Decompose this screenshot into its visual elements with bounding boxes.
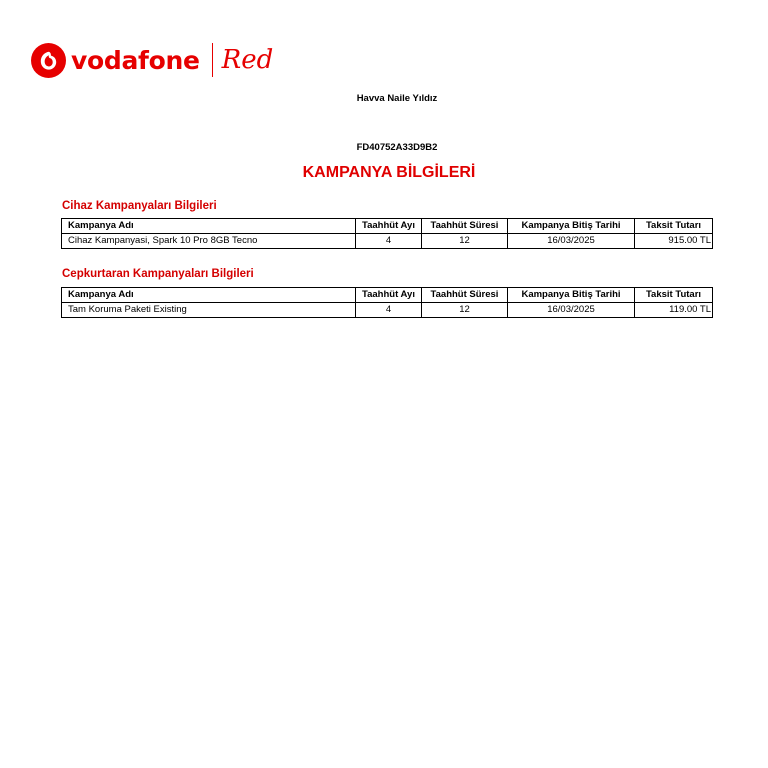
cell-commitment-duration: 12 bbox=[422, 234, 508, 249]
cell-commitment-duration: 12 bbox=[422, 303, 508, 318]
cell-commitment-month: 4 bbox=[356, 234, 422, 249]
column-header-installment-amount: Taksit Tutarı bbox=[635, 288, 713, 303]
table-row bbox=[62, 234, 713, 249]
column-header-commitment-duration: Taahhüt Süresi bbox=[422, 288, 508, 303]
cell-commitment-month: 4 bbox=[356, 303, 422, 318]
cell-campaign-end-date: 16/03/2025 bbox=[508, 234, 635, 249]
customer-name: Havva Naile Yıldız bbox=[356, 93, 438, 104]
document-code: FD40752A33D9B2 bbox=[356, 142, 438, 153]
vodafone-wordmark: vodafone bbox=[71, 45, 200, 75]
table-row bbox=[62, 303, 713, 318]
section-title-cepkurtaran-campaigns: Cepkurtaran Kampanyaları Bilgileri bbox=[62, 268, 254, 280]
cell-campaign-name: Tam Koruma Paketi Existing bbox=[62, 303, 356, 318]
device-campaigns-table bbox=[61, 218, 713, 249]
column-header-commitment-month: Taahhüt Ayı bbox=[356, 219, 422, 234]
section-title-device-campaigns: Cihaz Kampanyaları Bilgileri bbox=[62, 200, 217, 212]
logo-divider bbox=[212, 43, 213, 77]
cell-installment-amount: 119.00 TL bbox=[635, 303, 713, 318]
cell-installment-amount: 915.00 TL bbox=[635, 234, 713, 249]
vodafone-red-logo bbox=[31, 41, 273, 79]
cell-campaign-name: Cihaz Kampanyasi, Spark 10 Pro 8GB Tecno bbox=[62, 234, 356, 249]
vodafone-speechmark-icon bbox=[31, 43, 66, 78]
table-header-row bbox=[62, 288, 713, 303]
column-header-commitment-duration: Taahhüt Süresi bbox=[422, 219, 508, 234]
column-header-campaign-end-date: Kampanya Bitiş Tarihi bbox=[508, 219, 635, 234]
column-header-installment-amount: Taksit Tutarı bbox=[635, 219, 713, 234]
column-header-campaign-name: Kampanya Adı bbox=[62, 288, 356, 303]
red-wordmark: Red bbox=[221, 45, 274, 75]
cepkurtaran-campaigns-table bbox=[61, 287, 713, 318]
column-header-campaign-end-date: Kampanya Bitiş Tarihi bbox=[508, 288, 635, 303]
column-header-commitment-month: Taahhüt Ayı bbox=[356, 288, 422, 303]
page-title: KAMPANYA BİLGİLERİ bbox=[302, 164, 476, 181]
table-header-row bbox=[62, 219, 713, 234]
column-header-campaign-name: Kampanya Adı bbox=[62, 219, 356, 234]
cell-campaign-end-date: 16/03/2025 bbox=[508, 303, 635, 318]
